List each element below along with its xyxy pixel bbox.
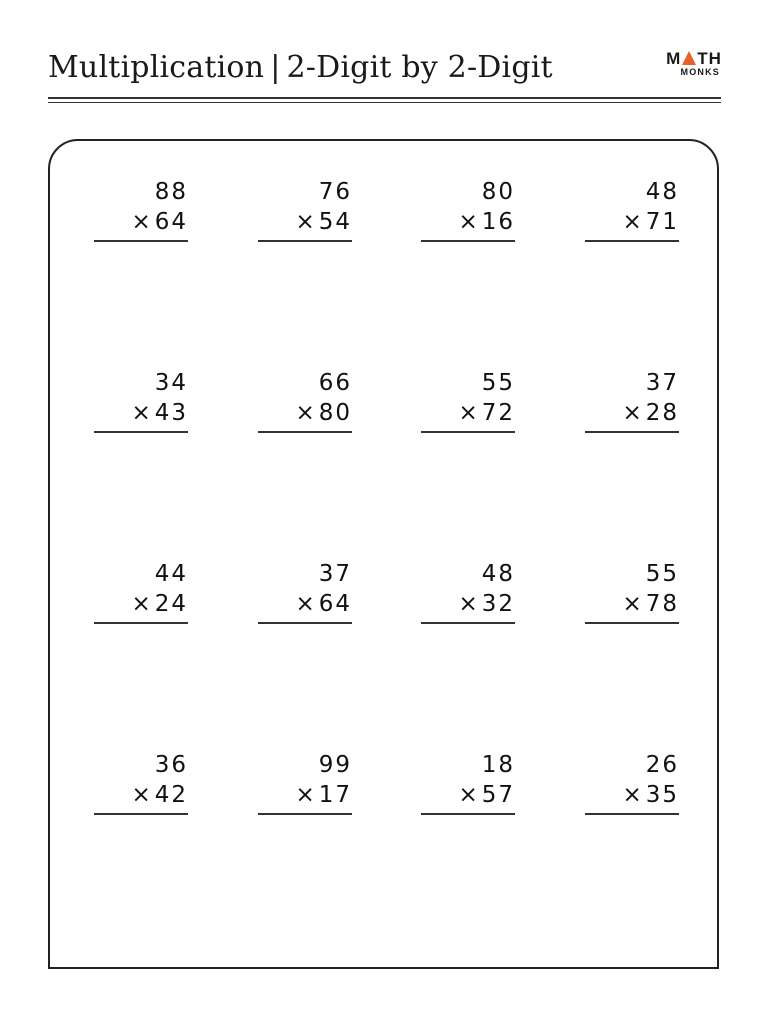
title-right: 2-Digit by 2-Digit <box>286 50 553 85</box>
problem-2 <box>258 177 352 242</box>
answer-line <box>421 240 515 242</box>
multiplier: 32 <box>481 591 515 617</box>
answer-line <box>94 431 188 433</box>
multiplier-row <box>421 780 515 810</box>
answer-line <box>421 813 515 815</box>
problem-8 <box>585 368 679 433</box>
page-title <box>48 50 553 85</box>
problem-1 <box>94 177 188 242</box>
problem-16 <box>585 750 679 815</box>
multiplier-row <box>258 398 352 428</box>
answer-line <box>585 622 679 624</box>
multiplicand: 37 <box>318 561 352 587</box>
title-separator: | <box>270 50 281 85</box>
multiplier: 54 <box>318 209 352 235</box>
multiplier-row <box>258 780 352 810</box>
logo-letters-th: TH <box>697 49 722 68</box>
multiplicand: 36 <box>154 752 188 778</box>
answer-line <box>94 813 188 815</box>
times-icon: × <box>295 591 317 617</box>
multiplicand: 88 <box>154 179 188 205</box>
multiplier-row <box>421 207 515 237</box>
multiplier: 64 <box>318 591 352 617</box>
multiplier: 24 <box>154 591 188 617</box>
times-icon: × <box>622 782 644 808</box>
answer-line <box>585 813 679 815</box>
multiplier: 17 <box>318 782 352 808</box>
problem-6 <box>258 368 352 433</box>
multiplier: 35 <box>645 782 679 808</box>
problem-10 <box>258 559 352 624</box>
problem-14 <box>258 750 352 815</box>
multiplier-row <box>585 589 679 619</box>
multiplicand: 76 <box>318 179 352 205</box>
triangle-icon <box>682 51 696 65</box>
multiplier-row <box>585 398 679 428</box>
multiplier-row <box>585 780 679 810</box>
times-icon: × <box>458 782 480 808</box>
times-icon: × <box>295 782 317 808</box>
multiplier-row <box>585 207 679 237</box>
multiplier-row <box>421 589 515 619</box>
times-icon: × <box>458 591 480 617</box>
multiplicand: 18 <box>481 752 515 778</box>
multiplier: 42 <box>154 782 188 808</box>
answer-line <box>421 431 515 433</box>
answer-line <box>258 431 352 433</box>
times-icon: × <box>622 591 644 617</box>
multiplicand: 26 <box>645 752 679 778</box>
times-icon: × <box>131 400 153 426</box>
times-icon: × <box>622 209 644 235</box>
multiplier: 28 <box>645 400 679 426</box>
multiplier-row <box>94 780 188 810</box>
problem-7 <box>421 368 515 433</box>
multiplier-row <box>94 207 188 237</box>
answer-line <box>585 431 679 433</box>
problem-9 <box>94 559 188 624</box>
problem-13 <box>94 750 188 815</box>
header-rule-thin <box>48 102 721 103</box>
multiplicand: 48 <box>645 179 679 205</box>
answer-line <box>258 813 352 815</box>
multiplicand: 55 <box>481 370 515 396</box>
times-icon: × <box>622 400 644 426</box>
multiplicand: 44 <box>154 561 188 587</box>
multiplier-row <box>94 398 188 428</box>
times-icon: × <box>295 400 317 426</box>
multiplicand: 55 <box>645 561 679 587</box>
multiplicand: 99 <box>318 752 352 778</box>
answer-line <box>421 622 515 624</box>
multiplier: 78 <box>645 591 679 617</box>
multiplier-row <box>421 398 515 428</box>
multiplier-row <box>258 207 352 237</box>
multiplier: 16 <box>481 209 515 235</box>
problem-11 <box>421 559 515 624</box>
multiplier: 64 <box>154 209 188 235</box>
header-rule-thick <box>48 97 721 99</box>
math-monks-logo <box>664 50 724 77</box>
multiplier: 57 <box>481 782 515 808</box>
answer-line <box>94 622 188 624</box>
answer-line <box>94 240 188 242</box>
problem-3 <box>421 177 515 242</box>
problem-15 <box>421 750 515 815</box>
answer-line <box>585 240 679 242</box>
worksheet-frame <box>48 139 719 969</box>
times-icon: × <box>131 591 153 617</box>
times-icon: × <box>295 209 317 235</box>
multiplier: 43 <box>154 400 188 426</box>
multiplier: 71 <box>645 209 679 235</box>
multiplier: 72 <box>481 400 515 426</box>
multiplicand: 66 <box>318 370 352 396</box>
multiplier: 80 <box>318 400 352 426</box>
multiplicand: 34 <box>154 370 188 396</box>
answer-line <box>258 240 352 242</box>
title-left: Multiplication <box>48 50 265 85</box>
answer-line <box>258 622 352 624</box>
times-icon: × <box>458 209 480 235</box>
logo-letter-m: M <box>666 49 682 68</box>
multiplier-row <box>94 589 188 619</box>
times-icon: × <box>131 209 153 235</box>
times-icon: × <box>458 400 480 426</box>
times-icon: × <box>131 782 153 808</box>
multiplicand: 37 <box>645 370 679 396</box>
problem-5 <box>94 368 188 433</box>
multiplier-row <box>258 589 352 619</box>
problem-4 <box>585 177 679 242</box>
problem-12 <box>585 559 679 624</box>
multiplicand: 48 <box>481 561 515 587</box>
logo-subtext: MONKS <box>680 67 720 77</box>
multiplicand: 80 <box>481 179 515 205</box>
